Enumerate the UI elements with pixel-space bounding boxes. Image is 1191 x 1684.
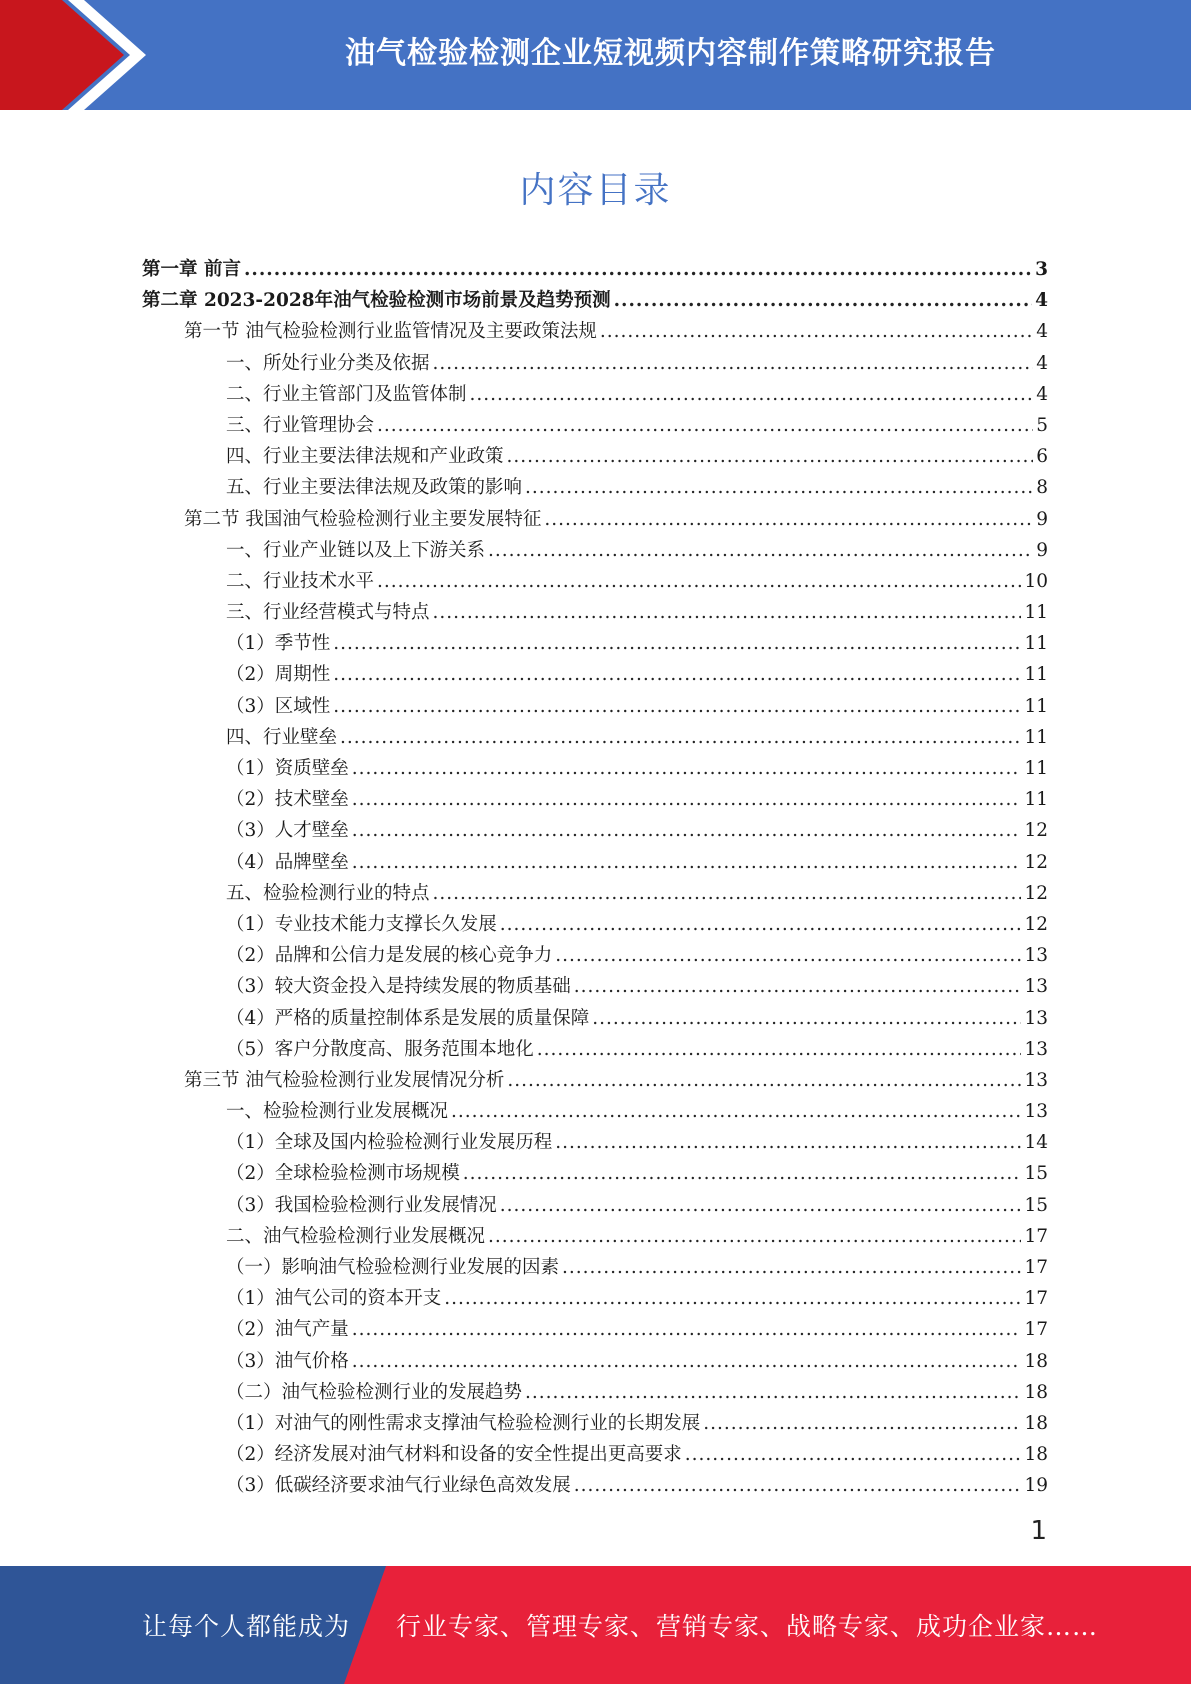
toc-heading: 内容目录 <box>519 170 672 211</box>
dot-leader <box>463 1158 1022 1189</box>
dot-leader <box>352 1346 1022 1377</box>
toc-entry-page: 11 <box>1024 695 1048 717</box>
dot-leader <box>500 1190 1022 1221</box>
dot-leader <box>333 691 1021 722</box>
dot-leader <box>614 285 1033 316</box>
footer-slogan-left: 让每个人都能成为 <box>142 1612 351 1641</box>
toc-entry-text: 二、行业主管部门及监管体制 <box>226 383 467 405</box>
toc-entry-page: 14 <box>1024 1132 1048 1154</box>
toc-entry[interactable] <box>142 847 1048 878</box>
dot-leader <box>525 472 1033 503</box>
dot-leader <box>352 847 1022 878</box>
toc-entry-page: 13 <box>1024 1101 1048 1123</box>
toc-entry-page: 13 <box>1024 1007 1048 1029</box>
toc-entry-text: （2）油气产量 <box>226 1319 349 1341</box>
toc-entry[interactable] <box>142 254 1048 285</box>
toc-entry[interactable] <box>142 1034 1048 1065</box>
toc-entry-text: 第一章 前言 <box>142 259 241 280</box>
toc-entry[interactable] <box>142 1408 1048 1439</box>
dot-leader <box>433 348 1034 379</box>
toc-entry-text: 三、行业管理协会 <box>226 414 375 436</box>
toc-entry[interactable] <box>142 1096 1048 1127</box>
dot-leader <box>352 1314 1022 1345</box>
toc-entry-text: （4）品牌壁垒 <box>226 851 349 873</box>
toc-entry-page: 4 <box>1036 321 1048 343</box>
dot-leader <box>592 1003 1021 1034</box>
toc-entry-page: 5 <box>1036 414 1048 436</box>
toc-entry[interactable] <box>142 1127 1048 1158</box>
toc-entry[interactable] <box>142 722 1048 753</box>
toc-entry[interactable] <box>142 316 1048 347</box>
page-header <box>0 0 1191 110</box>
dot-leader <box>507 441 1034 472</box>
toc-entry-text: 一、所处行业分类及依据 <box>226 352 430 374</box>
toc-entry-page: 6 <box>1036 446 1048 468</box>
toc-entry-page: 15 <box>1024 1163 1048 1185</box>
toc-entry[interactable] <box>142 691 1048 722</box>
toc-entry-page: 12 <box>1024 882 1048 904</box>
toc-entry[interactable] <box>142 1283 1048 1314</box>
toc-entry-text: 第二章 2023-2028年油气检验检测市场前景及趋势预测 <box>142 290 611 312</box>
toc-entry[interactable] <box>142 753 1048 784</box>
dot-leader <box>555 940 1021 971</box>
toc-entry-page: 17 <box>1024 1225 1048 1247</box>
toc-entry-page: 13 <box>1024 945 1048 967</box>
toc-entry[interactable] <box>142 472 1048 503</box>
toc-entry-page: 12 <box>1024 820 1048 842</box>
toc-entry-page: 17 <box>1024 1288 1048 1310</box>
toc-entry-text: 第三节 油气检验检测行业发展情况分析 <box>184 1069 505 1091</box>
toc-entry-text: （2）技术壁垒 <box>226 789 349 811</box>
toc-entry-page: 10 <box>1024 570 1048 592</box>
dot-leader <box>537 1034 1022 1065</box>
toc-entry-page: 11 <box>1024 789 1048 811</box>
toc-entry-page: 4 <box>1036 352 1048 374</box>
toc-entry-text: 一、行业产业链以及上下游关系 <box>226 539 486 561</box>
toc-entry[interactable] <box>142 566 1048 597</box>
toc-entry[interactable] <box>142 410 1048 441</box>
dot-leader <box>703 1408 1021 1439</box>
toc-entry-text: （5）客户分散度高、服务范围本地化 <box>226 1038 534 1060</box>
toc-entry-text: （2）周期性 <box>226 664 331 686</box>
toc-entry[interactable] <box>142 1377 1048 1408</box>
toc-entry-text: 二、行业技术水平 <box>226 570 375 592</box>
toc-entry-page: 11 <box>1024 664 1048 686</box>
dot-leader <box>500 909 1022 940</box>
toc-entry[interactable] <box>142 1439 1048 1470</box>
dot-leader <box>377 566 1021 597</box>
dot-leader <box>525 1377 1021 1408</box>
toc-entry[interactable] <box>142 504 1048 535</box>
toc-entry-text: （3）区域性 <box>226 695 331 717</box>
dot-leader <box>333 659 1021 690</box>
toc-entry[interactable] <box>142 1221 1048 1252</box>
toc-entry-page: 13 <box>1024 1069 1048 1091</box>
toc-entry-text: （2）品牌和公信力是发展的核心竞争力 <box>226 945 553 967</box>
toc-entry[interactable] <box>142 1314 1048 1345</box>
toc-entry-page: 9 <box>1036 508 1048 530</box>
toc-entry-page: 11 <box>1024 758 1048 779</box>
toc-entry[interactable] <box>142 1158 1048 1189</box>
toc-entry[interactable] <box>142 1190 1048 1221</box>
toc-entry-text: 三、行业经营模式与特点 <box>226 602 430 624</box>
dot-leader <box>507 1065 1021 1096</box>
toc-entry[interactable] <box>142 1003 1048 1034</box>
table-of-contents <box>142 254 1048 1502</box>
toc-entry-page: 17 <box>1024 1257 1048 1278</box>
toc-entry-text: 二、油气检验检测行业发展概况 <box>226 1225 486 1247</box>
toc-entry-page: 19 <box>1024 1475 1048 1497</box>
toc-entry[interactable] <box>142 1252 1048 1283</box>
toc-entry-text: （2）经济发展对油气材料和设备的安全性提出更高要求 <box>226 1444 682 1466</box>
dot-leader <box>433 597 1022 628</box>
toc-entry-text: （1）油气公司的资本开支 <box>226 1288 442 1310</box>
footer-slogan-right: 行业专家、管理专家、营销专家、战略专家、成功企业家…… <box>396 1612 1099 1641</box>
toc-entry[interactable] <box>142 1065 1048 1096</box>
dot-leader <box>333 628 1021 659</box>
dot-leader <box>544 504 1033 535</box>
toc-entry-page: 13 <box>1024 976 1048 998</box>
toc-entry[interactable] <box>142 971 1048 1002</box>
toc-entry-text: （1）全球及国内检验检测行业发展历程 <box>226 1132 553 1154</box>
toc-entry-page: 18 <box>1024 1412 1048 1434</box>
toc-entry-text: （1）专业技术能力支撑长久发展 <box>226 913 497 935</box>
toc-entry[interactable] <box>142 441 1048 472</box>
dot-leader <box>555 1127 1021 1158</box>
toc-entry[interactable] <box>142 909 1048 940</box>
toc-entry-text: 四、行业壁垒 <box>226 726 338 748</box>
toc-entry[interactable] <box>142 285 1048 316</box>
toc-entry[interactable] <box>142 1470 1048 1501</box>
toc-entry-page: 3 <box>1035 259 1048 280</box>
toc-entry-page: 17 <box>1024 1319 1048 1341</box>
toc-entry-text: （3）油气价格 <box>226 1350 349 1372</box>
report-title: 油气检验检测企业短视频内容制作策略研究报告 <box>345 36 996 71</box>
toc-entry-text: （3）我国检验检测行业发展情况 <box>226 1194 497 1216</box>
toc-entry-text: （1）对油气的刚性需求支撑油气检验检测行业的长期发展 <box>226 1412 701 1434</box>
toc-entry-page: 11 <box>1024 633 1048 655</box>
toc-entry[interactable] <box>142 784 1048 815</box>
toc-entry-page: 12 <box>1024 851 1048 873</box>
dot-leader <box>244 254 1032 285</box>
toc-entry-text: （2）全球检验检测市场规模 <box>226 1163 460 1185</box>
dot-leader <box>444 1283 1021 1314</box>
dot-leader <box>562 1252 1021 1283</box>
toc-entry-page: 4 <box>1036 383 1048 405</box>
toc-entry-text: （1）资质壁垒 <box>226 758 349 779</box>
dot-leader <box>488 1221 1021 1252</box>
dot-leader <box>451 1096 1021 1127</box>
toc-entry-text: 第一节 油气检验检测行业监管情况及主要政策法规 <box>184 321 597 343</box>
toc-entry[interactable] <box>142 348 1048 379</box>
toc-entry-text: （二）油气检验检测行业的发展趋势 <box>226 1381 523 1403</box>
chevron-arrow-icon <box>0 0 160 110</box>
toc-entry-text: （一）影响油气检验检测行业发展的因素 <box>226 1257 560 1278</box>
toc-entry-text: 第二节 我国油气检验检测行业主要发展特征 <box>184 508 542 530</box>
toc-entry-page: 4 <box>1035 290 1048 312</box>
dot-leader <box>352 784 1022 815</box>
dot-leader <box>685 1439 1022 1470</box>
dot-leader <box>377 410 1033 441</box>
toc-entry-page: 15 <box>1024 1194 1048 1216</box>
toc-entry-page: 8 <box>1036 477 1048 499</box>
toc-entry[interactable] <box>142 659 1048 690</box>
toc-entry-text: （3）低碳经济要求油气行业绿色高效发展 <box>226 1475 571 1497</box>
toc-entry-text: （3）人才壁垒 <box>226 820 349 842</box>
toc-entry-text: 四、行业主要法律法规和产业政策 <box>226 446 504 468</box>
toc-entry[interactable] <box>142 1346 1048 1377</box>
toc-entry-page: 18 <box>1024 1444 1048 1466</box>
toc-entry-text: （3）较大资金投入是持续发展的物质基础 <box>226 976 571 998</box>
toc-entry-page: 12 <box>1024 913 1048 935</box>
dot-leader <box>600 316 1033 347</box>
toc-entry-page: 9 <box>1036 539 1048 561</box>
toc-entry-page: 11 <box>1024 726 1048 748</box>
toc-entry[interactable] <box>142 379 1048 410</box>
toc-entry[interactable] <box>142 535 1048 566</box>
dot-leader <box>470 379 1034 410</box>
toc-entry[interactable] <box>142 815 1048 846</box>
toc-entry-text: 一、检验检测行业发展概况 <box>226 1101 449 1123</box>
dot-leader <box>574 1470 1022 1501</box>
toc-entry-page: 18 <box>1024 1350 1048 1372</box>
toc-entry-text: （1）季节性 <box>226 633 331 655</box>
toc-entry[interactable] <box>142 597 1048 628</box>
dot-leader <box>488 535 1033 566</box>
dot-leader <box>352 753 1022 784</box>
page-footer <box>0 1566 1191 1684</box>
page-number: 1 <box>1030 1516 1047 1546</box>
dot-leader <box>433 878 1022 909</box>
toc-entry[interactable] <box>142 940 1048 971</box>
dot-leader <box>352 815 1022 846</box>
toc-entry[interactable] <box>142 628 1048 659</box>
toc-entry-page: 13 <box>1024 1038 1048 1060</box>
toc-entry[interactable] <box>142 878 1048 909</box>
toc-entry-page: 11 <box>1024 602 1048 624</box>
dot-leader <box>340 722 1021 753</box>
toc-entry-text: 五、行业主要法律法规及政策的影响 <box>226 477 523 499</box>
toc-entry-text: 五、检验检测行业的特点 <box>226 882 430 904</box>
dot-leader <box>574 971 1022 1002</box>
toc-entry-text: （4）严格的质量控制体系是发展的质量保障 <box>226 1007 590 1029</box>
toc-entry-page: 18 <box>1024 1381 1048 1403</box>
